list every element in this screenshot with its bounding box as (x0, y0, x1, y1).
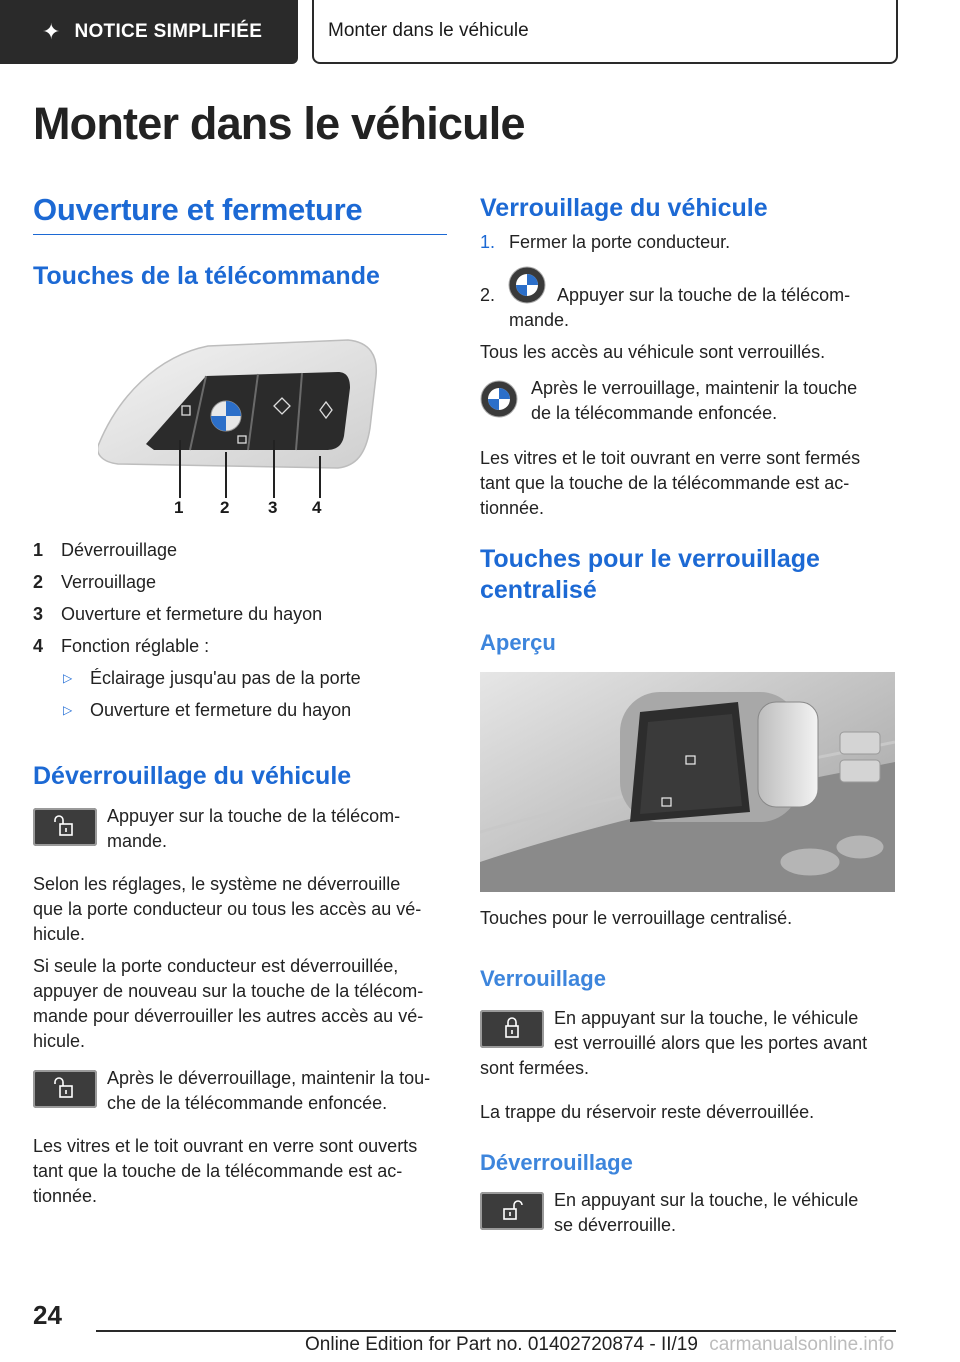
footer-rule (96, 1330, 896, 1332)
door-panel-photo (480, 672, 895, 892)
unlock-button-icon (33, 808, 97, 846)
photo-caption: Touches pour le verrouillage centralisé. (480, 908, 793, 928)
overview-heading: Aperçu (480, 630, 556, 655)
paragraph: Les vitres et le toit ouvrant en verre sont fermés tant que la touche de la télécommande est ac- tionnée. (480, 448, 861, 518)
lock-heading: Verrouillage du véhicule (480, 194, 768, 222)
edition-text: Online Edition for Part no. 01402720874 - II/19 carmanualsonline.info (305, 1334, 895, 1355)
figure-label: 3 (268, 498, 278, 517)
page-title: Monter dans le véhicule (33, 98, 525, 149)
triangle-bullet-icon: ▷ (63, 703, 73, 717)
step-item: 1. Fermer la porte conducteur. (480, 232, 731, 252)
section-tab-label: Monter dans le véhicule (328, 20, 529, 41)
remote-heading: Touches de la télécommande (33, 262, 380, 290)
central-lock-heading: Touches pour le verrouillage centralisé (480, 545, 820, 604)
triangle-bullet-icon: ▷ (63, 671, 73, 685)
step-text: Appuyer sur la touche de la télécom- (557, 285, 851, 305)
star-icon: ✦ (42, 19, 61, 44)
lock-instruction: En appuyant sur la touche, le véhicule est verrouillé alors que les portes avant (554, 1008, 868, 1053)
lock-button-icon (480, 1010, 544, 1048)
unlock-button-icon (33, 1070, 97, 1108)
unlock-subheading: Déverrouillage (480, 1150, 633, 1175)
paragraph: Tous les accès au véhicule sont verrouillés. (480, 342, 826, 362)
tab-label: NOTICE SIMPLIFIÉE (74, 21, 263, 42)
paragraph: La trappe du réservoir reste déverrouillée. (480, 1102, 815, 1122)
hold-instruction: Après le verrouillage, maintenir la touche de la télécommande enfoncée. (531, 378, 858, 423)
key-legend-list: 1 Déverrouillage 2 Verrouillage 3 Ouverture et fermeture du hayon 4 Fonction réglable : ▷ Éclairage jusqu'au pas de la porte ▷ Ouverture et fermeture du hayon (33, 540, 361, 720)
paragraph: Selon les réglages, le système ne déverrouille que la porte conducteur ou tous les accès au vé- hicule. (33, 874, 422, 944)
bmw-logo-icon (480, 380, 518, 418)
watermark: carmanualsonline.info (709, 1334, 895, 1355)
notice-simplifiee-tab[interactable] (0, 0, 298, 64)
unlock-button-icon (480, 1192, 544, 1230)
figure-label: 4 (312, 498, 322, 517)
hold-instruction: Après le déverrouillage, maintenir la tou- che de la télécommande enfoncée. (107, 1068, 431, 1113)
step-text-cont: mande. (509, 310, 570, 330)
heading-rule (33, 234, 447, 235)
section-tab[interactable] (312, 0, 898, 64)
unlock-instruction: Appuyer sur la touche de la télécom- mande. (107, 806, 401, 851)
figure-label: 2 (220, 498, 230, 517)
unlock-heading: Déverrouillage du véhicule (33, 762, 352, 790)
lock-subheading: Verrouillage (480, 966, 606, 991)
bmw-logo-icon (508, 266, 546, 304)
paragraph: Les vitres et le toit ouvrant en verre sont ouverts tant que la touche de la télécommande est ac- tionnée. (33, 1136, 418, 1206)
step-number: 2. (480, 285, 496, 305)
page-number: 24 (33, 1300, 62, 1330)
section-heading: Ouverture et fermeture (33, 192, 363, 227)
key-fob-illustration (98, 336, 388, 522)
lock-instruction-cont: sont fermées. (480, 1058, 590, 1078)
figure-label: 1 (174, 498, 184, 517)
unlock-instruction: En appuyant sur la touche, le véhicule se déverrouille. (554, 1190, 859, 1235)
paragraph: Si seule la porte conducteur est déverrouillée, appuyer de nouveau sur la touche de la télécom- mande pour déverrouiller les autres accès au vé- hicule. (33, 956, 424, 1051)
